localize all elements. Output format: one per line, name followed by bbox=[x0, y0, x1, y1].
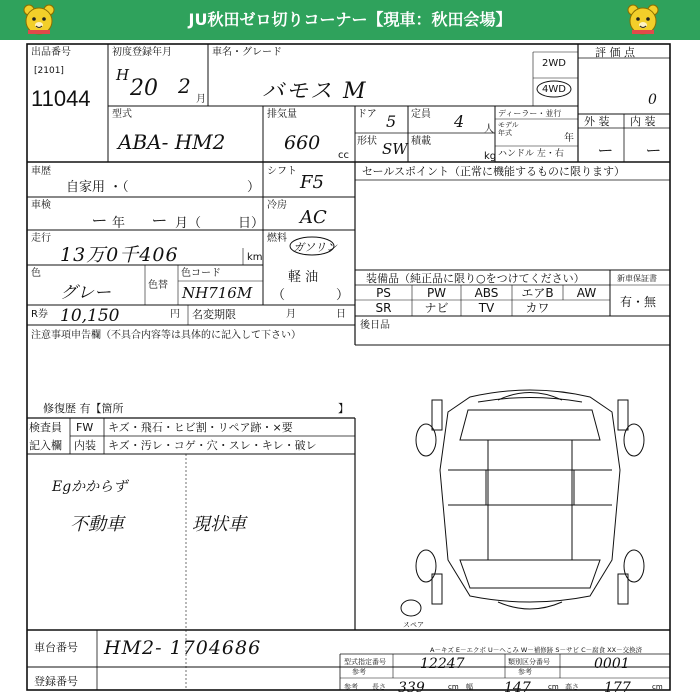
first-reg-label: 初度登録年月 bbox=[112, 47, 172, 58]
equipment-tv: TV bbox=[478, 301, 495, 315]
notes-label: 注意事項申告欄（不具合内容等は具体的に記入して下さい） bbox=[31, 330, 301, 341]
history-value: 自家用 ・（ bbox=[66, 180, 129, 195]
model-value: ABA- HM2 bbox=[118, 130, 226, 154]
model-label: 型式 bbox=[112, 109, 132, 120]
capacity-label: 定員 bbox=[411, 109, 431, 120]
type-designation-label: 型式指定番号 bbox=[344, 658, 386, 666]
category-no-label: 類別区分番号 bbox=[508, 658, 550, 666]
year-suffix: 年 bbox=[564, 133, 574, 144]
equipment-airbag: エアB bbox=[521, 286, 554, 300]
height-value: 177 bbox=[604, 680, 631, 696]
shape-value: SW bbox=[382, 140, 408, 158]
width-label: 幅 bbox=[466, 683, 473, 691]
displacement-value: 660 bbox=[284, 132, 321, 154]
reference-label: 参考 bbox=[352, 668, 366, 676]
note-immobile: 不動車 bbox=[70, 514, 124, 535]
reference-label-2: 参考 bbox=[518, 668, 532, 676]
person-unit: 人 bbox=[484, 124, 494, 135]
shift-value: F5 bbox=[300, 172, 324, 193]
warranty-label: 新車保証書 bbox=[617, 274, 657, 283]
cm-unit: cm bbox=[448, 683, 459, 691]
inspection-month-value: ー bbox=[150, 211, 167, 230]
color-label: 色 bbox=[31, 268, 41, 279]
doors-label: ドア bbox=[357, 109, 377, 120]
yen-unit: 円 bbox=[170, 309, 180, 320]
inspection-day-unit: 日） bbox=[238, 216, 265, 231]
history-label: 車歴 bbox=[31, 166, 51, 177]
aircon-value: AC bbox=[300, 207, 327, 228]
interior-grade: ー bbox=[644, 141, 661, 160]
interior-short-label: 内装 bbox=[74, 439, 96, 452]
reg-month-unit: 月 bbox=[196, 94, 206, 105]
banner-title: JU秋田ゼロ切りコーナー【現車：秋田会場】 bbox=[188, 10, 512, 29]
color-change-label: 色替 bbox=[148, 280, 168, 291]
inspection-year-unit: 年 bbox=[112, 216, 126, 231]
car-name-label: 車名・グレード bbox=[212, 47, 282, 58]
inspection-month-unit: 月（ bbox=[175, 216, 202, 231]
month-unit: 月 bbox=[286, 309, 296, 320]
load-label: 積載 bbox=[411, 136, 431, 147]
fw-label: FW bbox=[76, 421, 94, 434]
shift-label: シフト bbox=[267, 166, 297, 177]
cc-unit: cc bbox=[338, 150, 349, 161]
fuel-label: 燃料 bbox=[267, 233, 287, 244]
day-unit: 日 bbox=[336, 309, 346, 320]
equipment-leather: カワ bbox=[525, 301, 550, 315]
chassis-no-value: HM2- 1704686 bbox=[104, 637, 262, 659]
shape-label: 形状 bbox=[357, 136, 377, 147]
spare-label: スペア bbox=[403, 621, 424, 629]
reference-label-3: 参考 bbox=[344, 683, 358, 691]
cm-unit-3: cm bbox=[652, 683, 663, 691]
entry-label: 記入欄 bbox=[29, 439, 62, 452]
inspection-year-value: ー bbox=[90, 211, 107, 230]
lot-number-label: 出品番号 bbox=[31, 47, 71, 58]
equipment-abs: ABS bbox=[474, 286, 499, 300]
equipment-ps: PS bbox=[376, 286, 391, 300]
width-value: 147 bbox=[504, 680, 531, 696]
reg-era: H bbox=[116, 66, 130, 84]
damage-legend: A－キズ E－エクボ U－ヘこみ W－補修跡 S－サビ C－腐食 XX－交換済 bbox=[430, 646, 643, 654]
displacement-label: 排気量 bbox=[267, 109, 297, 120]
note-engine: Egかからず bbox=[52, 479, 128, 495]
lot-code: [2101] bbox=[34, 66, 64, 76]
model-year-label: モデル 年式 bbox=[498, 121, 519, 137]
length-label: 長さ bbox=[372, 683, 386, 691]
fuel-paren-open: （ bbox=[272, 288, 286, 303]
recycle-value: 10,150 bbox=[60, 306, 120, 326]
equipment-navi: ナビ bbox=[424, 301, 449, 315]
equipment-label: 装備品（純正品に限り○をつけてください） bbox=[366, 272, 585, 285]
name-change-label: 名変期限 bbox=[192, 308, 236, 321]
interior-codes: キズ・汚レ・コゲ・穴・スレ・キレ・破レ bbox=[108, 439, 317, 452]
cm-unit-2: cm bbox=[548, 683, 559, 691]
fuel-value: ガソリン bbox=[293, 241, 337, 254]
category-no-value: 0001 bbox=[594, 656, 630, 672]
two-wd-label: 2WD bbox=[542, 58, 566, 69]
exterior-codes: キズ・飛石・ヒビ割・リペア跡・×要 bbox=[108, 421, 293, 434]
doors-value: 5 bbox=[386, 112, 397, 131]
color-code-label: 色コード bbox=[181, 268, 221, 279]
exterior-label: 外 装 bbox=[584, 115, 610, 128]
capacity-value: 4 bbox=[454, 112, 465, 131]
fuel-paren-close: ） bbox=[336, 288, 350, 303]
handle-label: ハンドル 左・右 bbox=[498, 149, 564, 159]
four-wd-label: 4WD bbox=[542, 84, 566, 95]
equipment-pw: PW bbox=[426, 286, 447, 300]
aircon-label: 冷房 bbox=[267, 200, 287, 211]
chassis-no-label: 車台番号 bbox=[34, 641, 78, 654]
length-value: 339 bbox=[398, 680, 425, 696]
color-code-value: NH716M bbox=[182, 284, 253, 302]
km-unit: km bbox=[247, 252, 263, 263]
kg-unit: kg bbox=[484, 151, 497, 162]
score-value: 0 bbox=[648, 92, 657, 108]
inspection-label: 車検 bbox=[31, 200, 51, 211]
dealer-label: ディーラー・並行 bbox=[498, 109, 562, 118]
height-label: 高さ bbox=[565, 683, 579, 691]
car-name-value: バモス M bbox=[262, 79, 368, 104]
repair-history-label: 修復歴 有【箇所 bbox=[43, 402, 124, 415]
reg-year: 20 bbox=[130, 76, 158, 101]
equipment-sr: SR bbox=[375, 301, 392, 315]
reg-month: 2 bbox=[178, 74, 191, 98]
fuel-diesel-option: 軽 油 bbox=[288, 270, 319, 285]
equipment-aw: AW bbox=[576, 286, 597, 300]
car-body-diagram bbox=[401, 390, 644, 616]
note-as-is: 現状車 bbox=[192, 514, 246, 535]
evaluation-label: 評 価 点 bbox=[595, 46, 635, 59]
repair-history-close: 】 bbox=[338, 402, 349, 415]
history-close: ） bbox=[247, 180, 261, 195]
interior-label: 内 装 bbox=[630, 115, 656, 128]
warranty-value: 有・無 bbox=[620, 295, 657, 309]
mileage-label: 走行 bbox=[31, 233, 51, 244]
sales-point-label: セールスポイント（正常に機能するものに限ります） bbox=[362, 165, 626, 178]
color-value: グレー bbox=[60, 283, 111, 303]
mileage-value: 13万0千406 bbox=[60, 244, 179, 266]
type-designation-value: 12247 bbox=[420, 656, 465, 672]
reg-no-label: 登録番号 bbox=[34, 675, 78, 688]
exterior-grade: ー bbox=[596, 141, 613, 160]
rear-seat-label: 後日品 bbox=[360, 320, 390, 331]
inspector-label: 検査員 bbox=[29, 421, 62, 434]
recycle-label: R券 bbox=[31, 309, 48, 320]
lot-number-value: 11044 bbox=[31, 86, 91, 111]
